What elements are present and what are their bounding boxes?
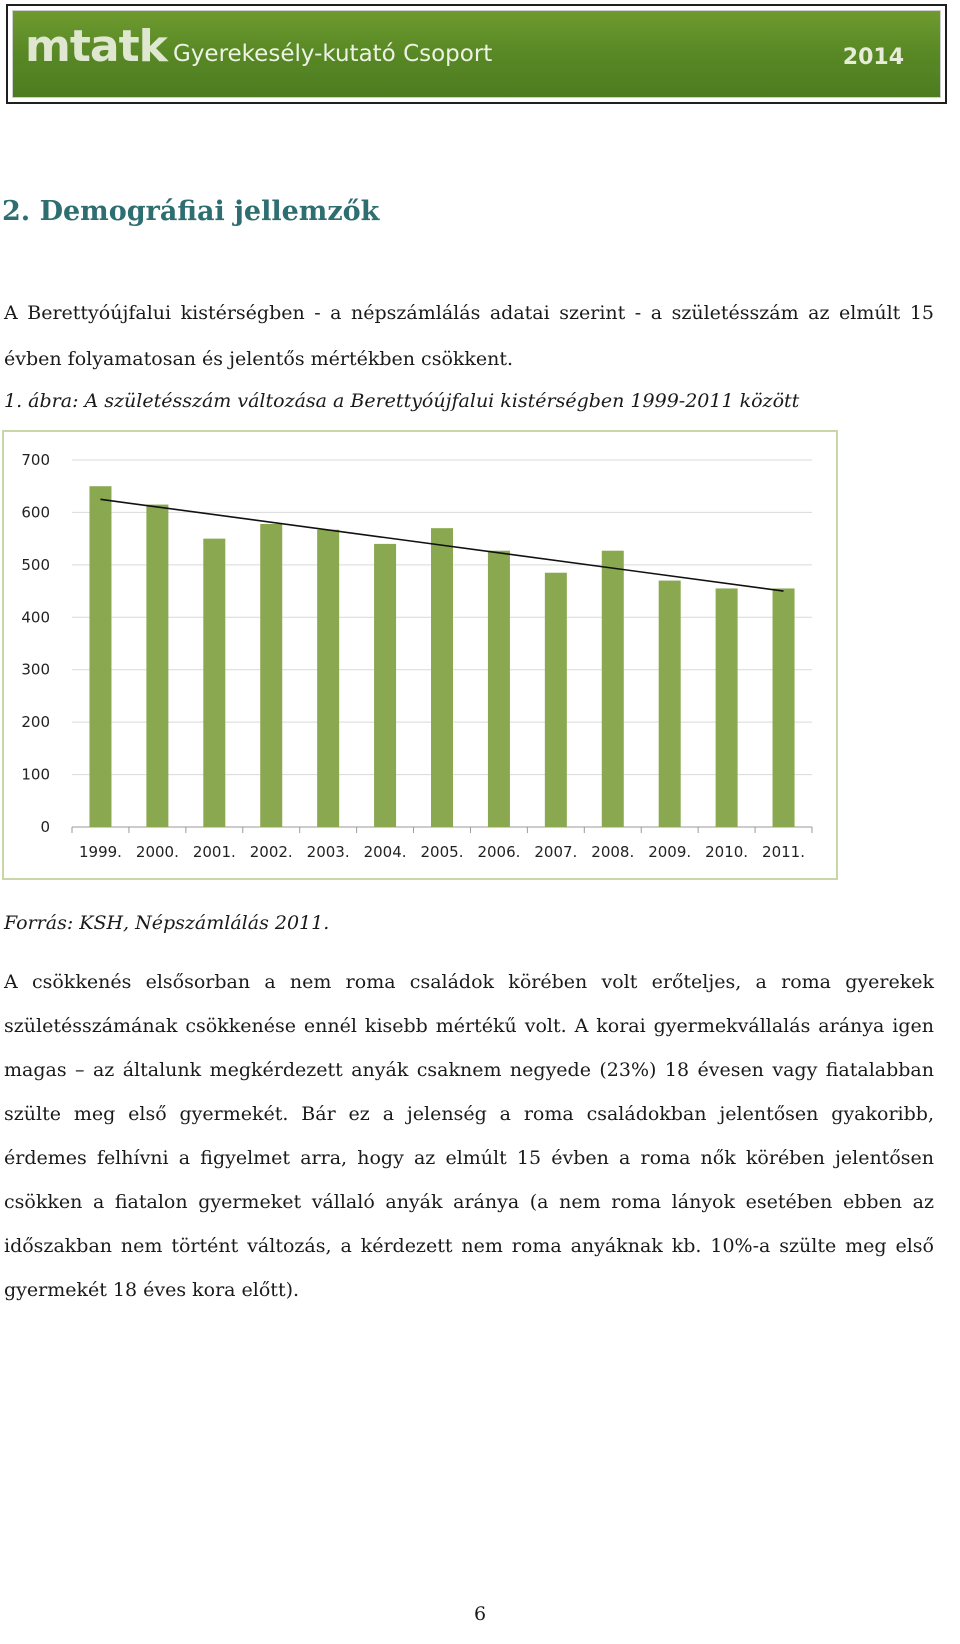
x-tick-label: 2008. xyxy=(591,843,635,861)
x-tick-label: 2002. xyxy=(249,843,293,861)
births-chart xyxy=(2,430,838,880)
y-tick-label: 500 xyxy=(21,555,50,574)
figure-caption: 1. ábra: A születésszám változása a Berettyóújfalui kistérségben 1999-2011 között xyxy=(4,390,800,412)
bar-2009 xyxy=(659,581,681,827)
x-tick-label: 2011. xyxy=(762,843,806,861)
bar-2004 xyxy=(374,544,396,827)
bar-2002 xyxy=(260,524,282,827)
bar-2007 xyxy=(545,573,567,827)
bar-1999 xyxy=(89,486,111,827)
bar-2008 xyxy=(602,551,624,827)
x-tick-label: 2000. xyxy=(135,843,179,861)
bar-2010 xyxy=(716,588,738,827)
x-tick-label: 2010. xyxy=(705,843,749,861)
x-tick-label: 2003. xyxy=(306,843,350,861)
page-number: 6 xyxy=(473,1603,487,1625)
y-tick-label: 400 xyxy=(21,608,50,627)
y-tick-label: 700 xyxy=(21,451,50,469)
bar-2003 xyxy=(317,530,339,827)
banner-background xyxy=(12,10,941,98)
x-tick-label: 2001. xyxy=(192,843,236,861)
x-tick-label: 2007. xyxy=(534,843,578,861)
x-tick-label: 2004. xyxy=(363,843,407,861)
bar-2001 xyxy=(203,539,225,827)
y-tick-label: 200 xyxy=(21,713,50,732)
bar-2000 xyxy=(146,505,168,827)
body-paragraph: A csökkenés elsősorban a nem roma családok körében volt erőteljes, a roma gyerekek születésszámának csökkenése ennél kisebb mértékű volt. A korai gyermekvállalás aránya igen magas – az általunk megkérdezett anyák csaknem negyede (23%) 18 évesen vagy fiatalabban szülte meg első gyermekét. Bár ez a jelenség a roma családokban jelentősen gyakoribb, érdemes felhívni a figyelmet arra, hogy az elmúlt 15 évben a roma nők körében jelentősen csökken a fiatalon gyermeket vállaló anyák aránya (a nem roma lányok esetében ebben az időszakban nem történt változás, a kérdezett nem roma anyáknak kb. 10%-a szülte meg első gyermekét 18 éves kora előtt). xyxy=(4,971,934,1301)
bar-2011 xyxy=(773,588,795,827)
bar-2005 xyxy=(431,528,453,827)
y-tick-label: 0 xyxy=(40,818,50,836)
x-tick-label: 2005. xyxy=(420,843,464,861)
x-tick-label: 2006. xyxy=(477,843,521,861)
x-tick-label: 2009. xyxy=(648,843,692,861)
header-banner xyxy=(6,4,947,104)
section-title: 2. Demográfiai jellemzők xyxy=(2,196,380,227)
y-tick-label: 600 xyxy=(21,503,50,522)
group-name: Gyerekesély-kutató Csoport xyxy=(173,41,493,67)
brand-logo: mtatk xyxy=(25,21,167,72)
intro-paragraph: A Berettyóújfalui kistérségben - a népszámlálás adatai szerint - a születésszám az elmúlt 15 évben folyamatosan és jelentős mértékben csökkent. xyxy=(4,302,934,370)
chart-canvas xyxy=(4,432,836,878)
figure-source: Forrás: KSH, Népszámlálás 2011. xyxy=(4,912,330,934)
banner-year: 2014 xyxy=(842,45,904,70)
y-tick-label: 300 xyxy=(21,660,50,679)
x-tick-label: 1999. xyxy=(78,843,122,861)
bar-2006 xyxy=(488,551,510,827)
y-tick-label: 100 xyxy=(21,765,50,784)
